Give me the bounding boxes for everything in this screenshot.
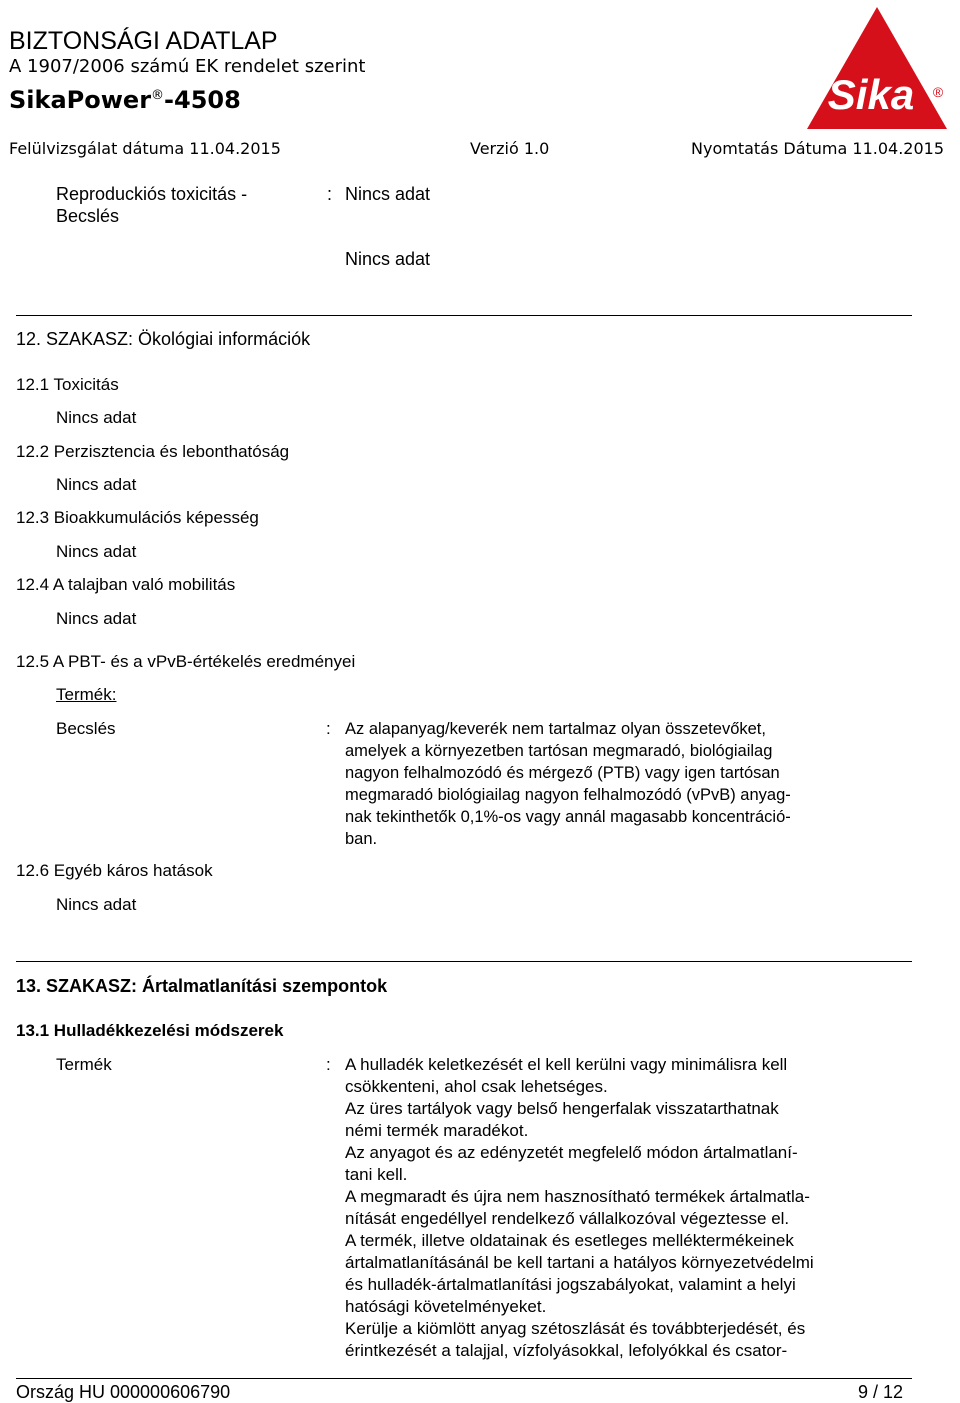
text-line: és hulladék-ártalmatlanítási jogszabályokat, valamint a helyi: [345, 1275, 796, 1294]
logo-wordmark: Sika: [827, 71, 915, 118]
text-line: A termék, illetve oldatainak és esetleges melléktermékeinek: [345, 1231, 794, 1250]
repro-value-2: Nincs adat: [345, 249, 431, 269]
s12-5-colon: :: [326, 719, 331, 738]
s13-1-product-label: Termék: [56, 1055, 112, 1074]
s12-5-product-label: Termék:: [56, 685, 117, 704]
text-line: megmaradó biológiailag nagyon felhalmozódó (vPvB) anyag-: [345, 786, 791, 804]
text-line: Az üres tartályok vagy belső hengerfalak visszatarthatnak: [345, 1099, 779, 1118]
s12-6-title: 12.6 Egyéb káros hatások: [16, 861, 213, 880]
sika-logo: [805, 5, 949, 130]
text-line: Az anyagot és az edényzetét megfelelő módon ártalmatlaní-: [345, 1143, 798, 1162]
s12-4-value: Nincs adat: [56, 609, 137, 628]
text-line: nak tekinthetők 0,1%-os vagy annál magasabb koncentráció-: [345, 808, 791, 826]
s13-1-colon: :: [326, 1055, 331, 1074]
text-line: amelyek a környezetben tartósan megmaradó, biológiailag: [345, 742, 773, 760]
text-line: ártalmatlanításánál be kell tartani a hatályos környezetvédelmi: [345, 1253, 814, 1272]
product-code: -4508: [164, 86, 241, 114]
product-name: [9, 82, 241, 114]
regulation-text: A 1907/2006 számú EK rendelet szerint: [9, 56, 366, 77]
section-divider: [16, 315, 912, 316]
s12-3-title: 12.3 Bioakkumulációs képesség: [16, 508, 259, 527]
repro-label-line2: Becslés: [56, 206, 120, 226]
s12-5-assessment-label: Becslés: [56, 719, 116, 738]
text-line: tani kell.: [345, 1165, 408, 1184]
text-line: Kerülje a kiömlött anyag szétoszlását és továbbterjedését, és: [345, 1319, 806, 1338]
section-12-title: 12. SZAKASZ: Ökológiai információk: [16, 329, 311, 349]
document-title: BIZTONSÁGI ADATLAP: [9, 27, 278, 55]
text-line: A hulladék keletkezését el kell kerülni vagy minimálisra kell: [345, 1055, 788, 1074]
text-line: nagyon felhalmozódó és mérgező (PTB) vagy igen tartósan: [345, 764, 780, 782]
registered-mark: ®: [151, 88, 165, 103]
text-line: A megmaradt és újra nem hasznosítható termékek ártalmatla-: [345, 1187, 810, 1206]
section-divider: [16, 961, 912, 962]
text-line: nítását engedéllyel rendelkező vállalkozóval végeztesse el.: [345, 1209, 790, 1228]
repro-value-1: Nincs adat: [345, 184, 431, 204]
s13-1-text: [345, 1054, 814, 1362]
s12-5-title: 12.5 A PBT- és a vPvB-értékelés eredményei: [16, 652, 356, 671]
text-line: némi termék maradékot.: [345, 1121, 529, 1140]
s12-5-assessment-text: [345, 718, 791, 850]
s12-1-value: Nincs adat: [56, 408, 137, 427]
s12-1-title: 12.1 Toxicitás: [16, 375, 119, 394]
revision-date: Felülvizsgálat dátuma 11.04.2015: [9, 139, 281, 158]
version: Verzió 1.0: [470, 139, 550, 158]
repro-colon: :: [327, 184, 333, 204]
footer-divider: [16, 1378, 912, 1379]
repro-label-line1: Reproduckiós toxicitás -: [56, 184, 248, 204]
s12-2-title: 12.2 Perzisztencia és lebonthatóság: [16, 442, 290, 461]
text-line: hatósági követelményeket.: [345, 1297, 547, 1316]
footer-page-number: 9 / 12: [858, 1382, 904, 1402]
s13-1-title: 13.1 Hulladékkezelési módszerek: [16, 1021, 284, 1040]
s12-4-title: 12.4 A talajban való mobilitás: [16, 575, 236, 594]
product-name-main: SikaPower: [9, 86, 152, 114]
section-13-title: 13. SZAKASZ: Ártalmatlanítási szempontok: [16, 976, 388, 996]
s12-6-value: Nincs adat: [56, 895, 137, 914]
text-line: csökkenteni, ahol csak lehetséges.: [345, 1077, 608, 1096]
text-line: ban.: [345, 830, 378, 848]
print-date: Nyomtatás Dátuma 11.04.2015: [691, 139, 945, 158]
footer-country: Ország HU 000000606790: [16, 1382, 231, 1402]
s12-3-value: Nincs adat: [56, 542, 137, 561]
text-line: Az alapanyag/keverék nem tartalmaz olyan összetevőket,: [345, 720, 766, 738]
text-line: érintkezését a talajjal, vízfolyásokkal, lefolyókkal és csator-: [345, 1341, 788, 1360]
logo-registered-mark: ®: [932, 84, 944, 100]
s12-2-value: Nincs adat: [56, 475, 137, 494]
